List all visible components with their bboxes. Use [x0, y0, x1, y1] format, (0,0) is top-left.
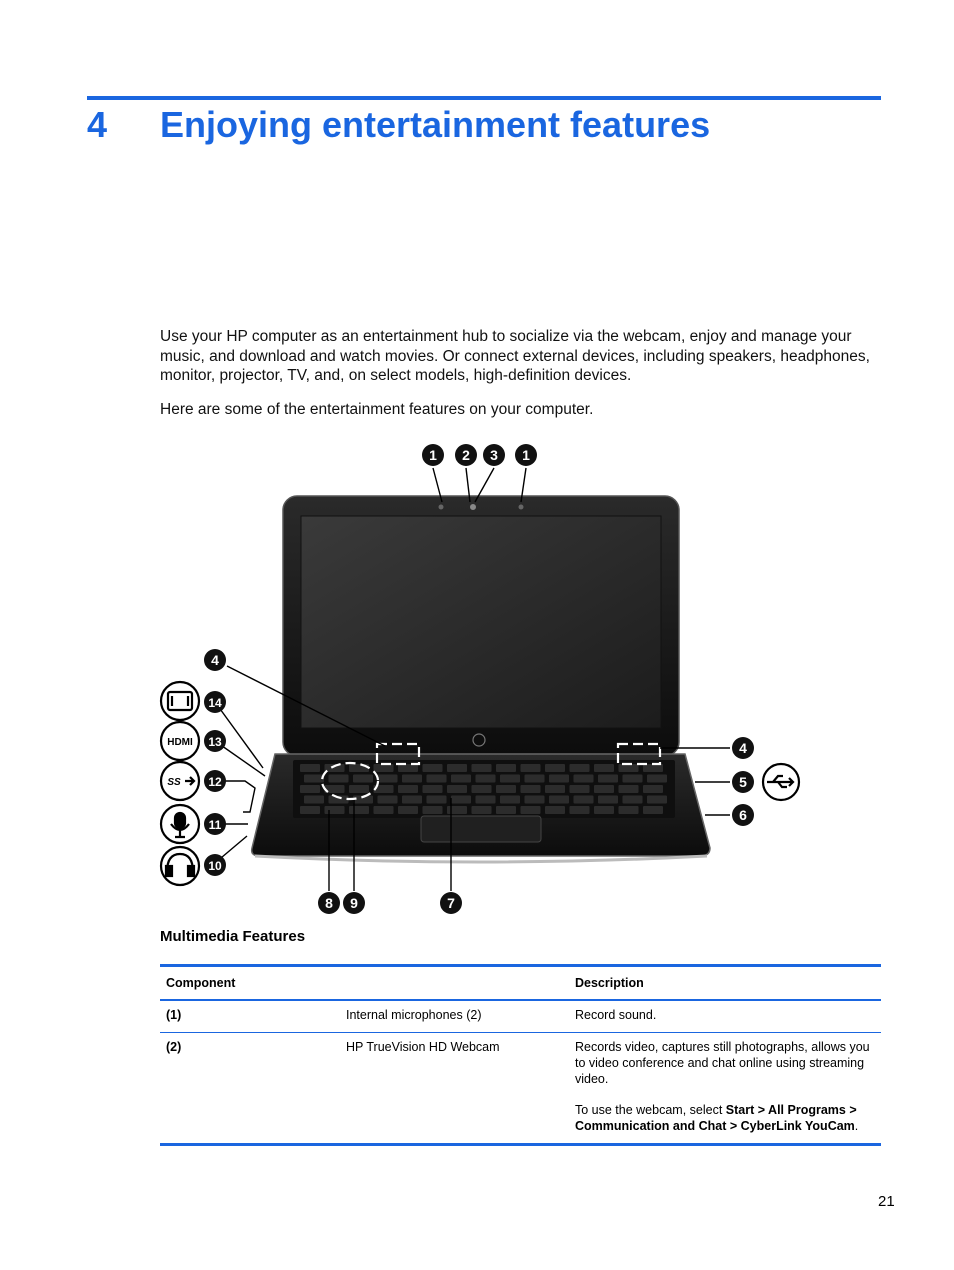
keyboard-key — [300, 764, 320, 772]
keyboard-key — [398, 806, 418, 814]
svg-text:8: 8 — [325, 895, 333, 911]
keyboard-key — [521, 806, 541, 814]
keyboard-key — [349, 806, 369, 814]
keyboard-key — [594, 785, 614, 793]
svg-text:11: 11 — [208, 818, 222, 832]
keyboard-key — [549, 796, 569, 804]
usb3-label: SS — [167, 777, 181, 788]
svg-text:13: 13 — [208, 735, 222, 749]
keyboard-key — [472, 785, 492, 793]
keyboard-key — [525, 775, 545, 783]
svg-text:10: 10 — [208, 859, 222, 873]
callout-12 — [204, 770, 226, 792]
keyboard-key — [647, 775, 667, 783]
svg-text:4: 4 — [739, 740, 747, 756]
keyboard-key — [423, 806, 443, 814]
callout-14 — [204, 691, 226, 713]
note-suffix: . — [854, 1119, 859, 1133]
figure-caption: Multimedia Features — [160, 928, 306, 945]
multimedia-table — [160, 964, 881, 1146]
keyboard-key — [472, 806, 492, 814]
keyboard-key — [570, 806, 590, 814]
svg-text:3: 3 — [490, 447, 498, 463]
callout-7 — [440, 892, 462, 914]
intro-paragraph: Use your HP computer as an entertainment hub to socialize via the webcam, enjoy and manage your music, and download and watch movies. Or connect external devices, including speakers, headphones, monitor, projector, TV, and, on select models, high-definition devices. — [160, 328, 870, 384]
keyboard-key — [398, 785, 418, 793]
keyboard-key — [643, 764, 663, 772]
keyboard-key — [598, 775, 618, 783]
hdmi-label: HDMI — [167, 737, 193, 748]
keyboard-key — [574, 796, 594, 804]
header-component: Component — [166, 976, 236, 990]
note-prefix: To use the webcam, select — [575, 1103, 726, 1117]
keyboard-key — [545, 785, 565, 793]
keyboard-key — [619, 785, 639, 793]
keyboard-key — [643, 806, 663, 814]
callout-5 — [732, 771, 754, 793]
headphones-icon — [161, 847, 199, 885]
hdmi-icon — [161, 722, 199, 760]
keyboard-key — [349, 785, 369, 793]
row-note — [575, 1102, 875, 1134]
table-row — [160, 1000, 881, 1033]
keyboard-key — [378, 796, 398, 804]
keyboard-key — [325, 806, 345, 814]
keyboard-key — [353, 775, 373, 783]
keyboard-key — [598, 796, 618, 804]
keyboard-key — [329, 775, 349, 783]
laptop-base — [252, 754, 710, 862]
keyboard-key — [447, 785, 467, 793]
chapter-rule — [87, 96, 881, 100]
keyboard-key — [500, 775, 520, 783]
callout-4 — [732, 737, 754, 759]
keyboard-key — [304, 775, 324, 783]
keyboard-key — [623, 775, 643, 783]
keyboard-key — [476, 796, 496, 804]
row-number: (1) — [166, 1008, 182, 1022]
keyboard-key — [402, 796, 422, 804]
svg-text:2: 2 — [462, 447, 470, 463]
header-description: Description — [575, 976, 644, 990]
microphone-icon — [161, 805, 199, 843]
keyboard-key — [496, 764, 516, 772]
keyboard-key — [570, 785, 590, 793]
keyboard-key — [525, 796, 545, 804]
keyboard-key — [476, 775, 496, 783]
keyboard-key — [643, 785, 663, 793]
row-component: HP TrueVision HD Webcam — [346, 1040, 500, 1054]
row-component: Internal microphones (2) — [346, 1008, 482, 1022]
keyboard-key — [545, 806, 565, 814]
touchpad — [421, 816, 541, 842]
keyboard-key — [496, 806, 516, 814]
keyboard-key — [423, 764, 443, 772]
keyboard-key — [451, 796, 471, 804]
keyboard-key — [427, 796, 447, 804]
keyboard-key — [496, 785, 516, 793]
keyboard-key — [447, 764, 467, 772]
page-number: 21 — [878, 1193, 895, 1210]
keyboard-key — [300, 785, 320, 793]
keyboard-key — [447, 806, 467, 814]
table-row — [160, 1033, 881, 1145]
callout-1 — [515, 444, 537, 466]
keyboard-key — [545, 764, 565, 772]
svg-text:9: 9 — [350, 895, 358, 911]
chapter-number: 4 — [87, 104, 108, 145]
callout-3 — [483, 444, 505, 466]
callout-13 — [204, 730, 226, 752]
table-header-row — [160, 966, 881, 1001]
row-description-cell — [569, 1033, 881, 1145]
callout-9 — [343, 892, 365, 914]
keyboard — [300, 764, 667, 814]
svg-text:7: 7 — [447, 895, 455, 911]
usb3-icon — [161, 762, 199, 800]
keyboard-key — [570, 764, 590, 772]
svg-text:14: 14 — [208, 696, 222, 710]
laptop-figure — [155, 438, 805, 918]
row-description: Records video, captures still photographs, allows you to video conference and chat online using streaming video. — [575, 1040, 870, 1086]
features-intro-paragraph: Here are some of the entertainment features on your computer. — [160, 401, 594, 418]
laptop-lid — [283, 496, 679, 756]
keyboard-key — [549, 775, 569, 783]
callout-10 — [204, 854, 226, 876]
keyboard-key — [378, 775, 398, 783]
svg-text:1: 1 — [429, 447, 437, 463]
keyboard-key — [423, 785, 443, 793]
svg-text:12: 12 — [208, 775, 222, 789]
callout-1 — [422, 444, 444, 466]
keyboard-key — [472, 764, 492, 772]
keyboard-key — [374, 806, 394, 814]
row-description: Record sound. — [575, 1008, 657, 1022]
keyboard-key — [594, 764, 614, 772]
keyboard-key — [300, 806, 320, 814]
keyboard-key — [521, 764, 541, 772]
keyboard-key — [402, 775, 422, 783]
callout-2 — [455, 444, 477, 466]
svg-text:1: 1 — [522, 447, 530, 463]
svg-text:4: 4 — [211, 652, 219, 668]
row-number: (2) — [166, 1040, 182, 1054]
chapter-title: Enjoying entertainment features — [160, 104, 711, 145]
display-port-icon — [161, 682, 199, 720]
keyboard-key — [427, 775, 447, 783]
keyboard-key — [304, 796, 324, 804]
keyboard-key — [451, 775, 471, 783]
note-menu-path: Start > All Programs > Communication and Chat > CyberLink YouCam — [575, 1103, 857, 1133]
keyboard-key — [500, 796, 520, 804]
keyboard-key — [521, 785, 541, 793]
keyboard-key — [374, 764, 394, 772]
keyboard-key — [647, 796, 667, 804]
keyboard-key — [594, 806, 614, 814]
keyboard-key — [623, 796, 643, 804]
keyboard-key — [619, 806, 639, 814]
callout-11 — [204, 813, 226, 835]
svg-text:5: 5 — [739, 774, 747, 790]
keyboard-key — [574, 775, 594, 783]
keyboard-key — [398, 764, 418, 772]
callout-6 — [732, 804, 754, 826]
svg-text:6: 6 — [739, 807, 747, 823]
callout-8 — [318, 892, 340, 914]
keyboard-key — [619, 764, 639, 772]
callout-4 — [204, 649, 226, 671]
usb-icon — [763, 764, 799, 800]
